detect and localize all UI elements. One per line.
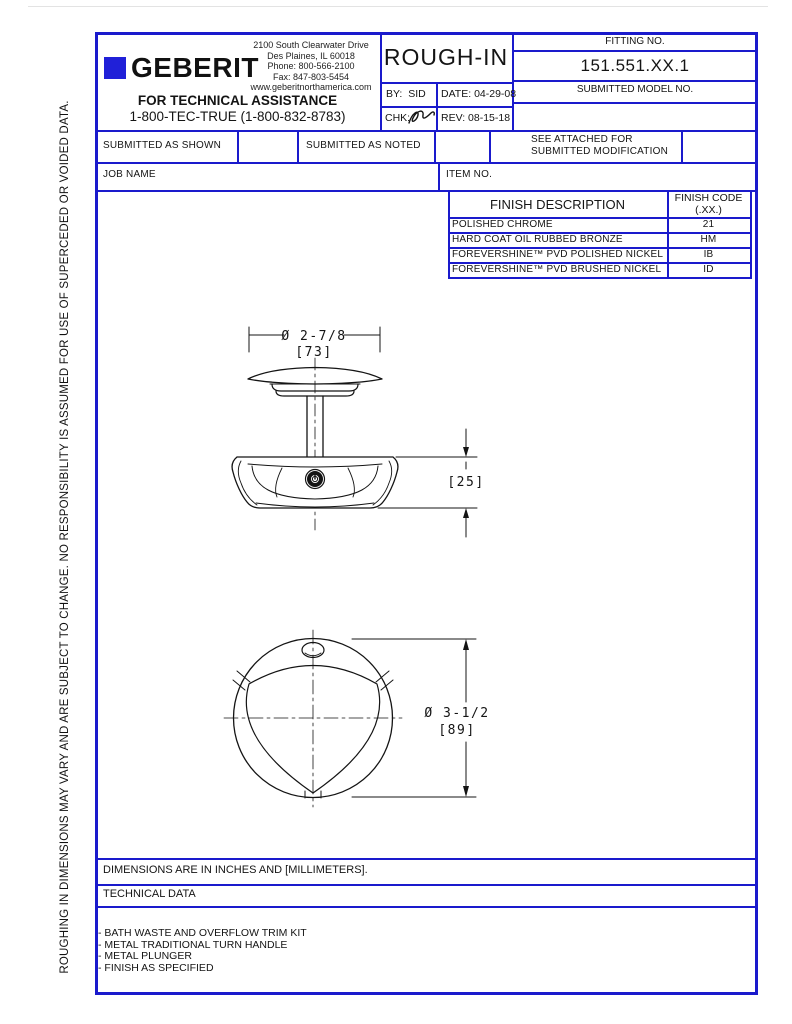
finish-row-description: FOREVERSHINE™ PVD BRUSHED NICKEL — [452, 264, 662, 275]
handle-diameter-mm-label: [89] — [438, 723, 476, 738]
submitted-as-noted-label: SUBMITTED AS NOTED — [306, 140, 421, 151]
job-name-label: JOB NAME — [103, 169, 156, 180]
address-line: Fax: 847-803-5454 — [272, 71, 350, 82]
technical-data-list — [98, 928, 307, 974]
units-note: DIMENSIONS ARE IN INCHES AND [MILLIMETERS]. — [103, 864, 368, 876]
date-label: DATE: — [441, 88, 472, 100]
finish-description-header: FINISH DESCRIPTION — [489, 197, 626, 212]
side-disclaimer-text: ROUGHING IN DIMENSIONS MAY VARY AND ARE SUBJECT TO CHANGE. NO RESPONSIBILITY IS ASSUMED FOR USE OF SUPERCEDED OR VOIDED DATA. — [59, 100, 71, 974]
technical-assistance-phone: 1-800-TEC-TRUE (1-800-832-8783) — [129, 109, 346, 124]
address-line: 2100 South Clearwater Drive — [253, 40, 369, 50]
submitted-model-no-label: SUBMITTED MODEL NO. — [576, 84, 694, 95]
finish-row-description: POLISHED CHROME — [452, 219, 553, 230]
finish-code-header: FINISH CODE (.XX.) — [674, 192, 743, 216]
technical-assistance-title: FOR TECHNICAL ASSISTANCE — [137, 93, 338, 108]
technical-data-item: - FINISH AS SPECIFIED — [98, 961, 214, 974]
finish-row-description: FOREVERSHINE™ PVD POLISHED NICKEL — [452, 249, 664, 260]
submitted-as-shown-label: SUBMITTED AS SHOWN — [103, 140, 222, 151]
handle-height-mm-label: [25] — [447, 475, 485, 490]
finish-row-code: 21 — [702, 219, 715, 230]
finish-row-description: HARD COAT OIL RUBBED BRONZE — [452, 234, 623, 245]
address-line: Des Plaines, IL 60018 — [267, 50, 355, 61]
rev-label: REV: — [441, 112, 466, 124]
technical-data-item: - BATH WASTE AND OVERFLOW TRIM KIT — [98, 927, 307, 939]
technical-data-item: - METAL PLUNGER — [98, 950, 192, 962]
document-title: ROUGH-IN — [383, 44, 509, 70]
finish-row-code: ID — [703, 264, 714, 275]
finish-row-code: IB — [703, 249, 714, 260]
address-line: Phone: 800-566-2100 — [267, 61, 355, 72]
cap-diameter-mm-label: [73] — [295, 345, 333, 360]
technical-data-item: - METAL TRADITIONAL TURN HANDLE — [98, 938, 288, 951]
date-value: 04-29-08 — [474, 88, 517, 100]
set-screw — [306, 470, 325, 489]
see-attached-label: SEE ATTACHED FOR SUBMITTED MODIFICATION — [531, 134, 668, 157]
fitting-number: 151.551.XX.1 — [580, 56, 690, 75]
chk-label: CHK: — [385, 112, 411, 124]
item-no-label: ITEM NO. — [446, 169, 493, 180]
side-view-drawing — [232, 327, 477, 537]
by-value: SID — [408, 88, 426, 100]
fitting-no-label: FITTING NO. — [605, 36, 665, 47]
finish-row-code: HM — [700, 234, 717, 245]
by-label: BY: — [386, 88, 403, 100]
rev-value: 08-15-18 — [468, 112, 511, 124]
cap-diameter-label: Ø 2-7/8 — [281, 329, 347, 344]
technical-data-header: TECHNICAL DATA — [103, 888, 196, 900]
handle-diameter-label: Ø 3-1/2 — [424, 706, 490, 721]
address-line: www.geberitnorthamerica.com — [250, 82, 372, 93]
geberit-logo-text: GEBERIT — [131, 52, 259, 83]
